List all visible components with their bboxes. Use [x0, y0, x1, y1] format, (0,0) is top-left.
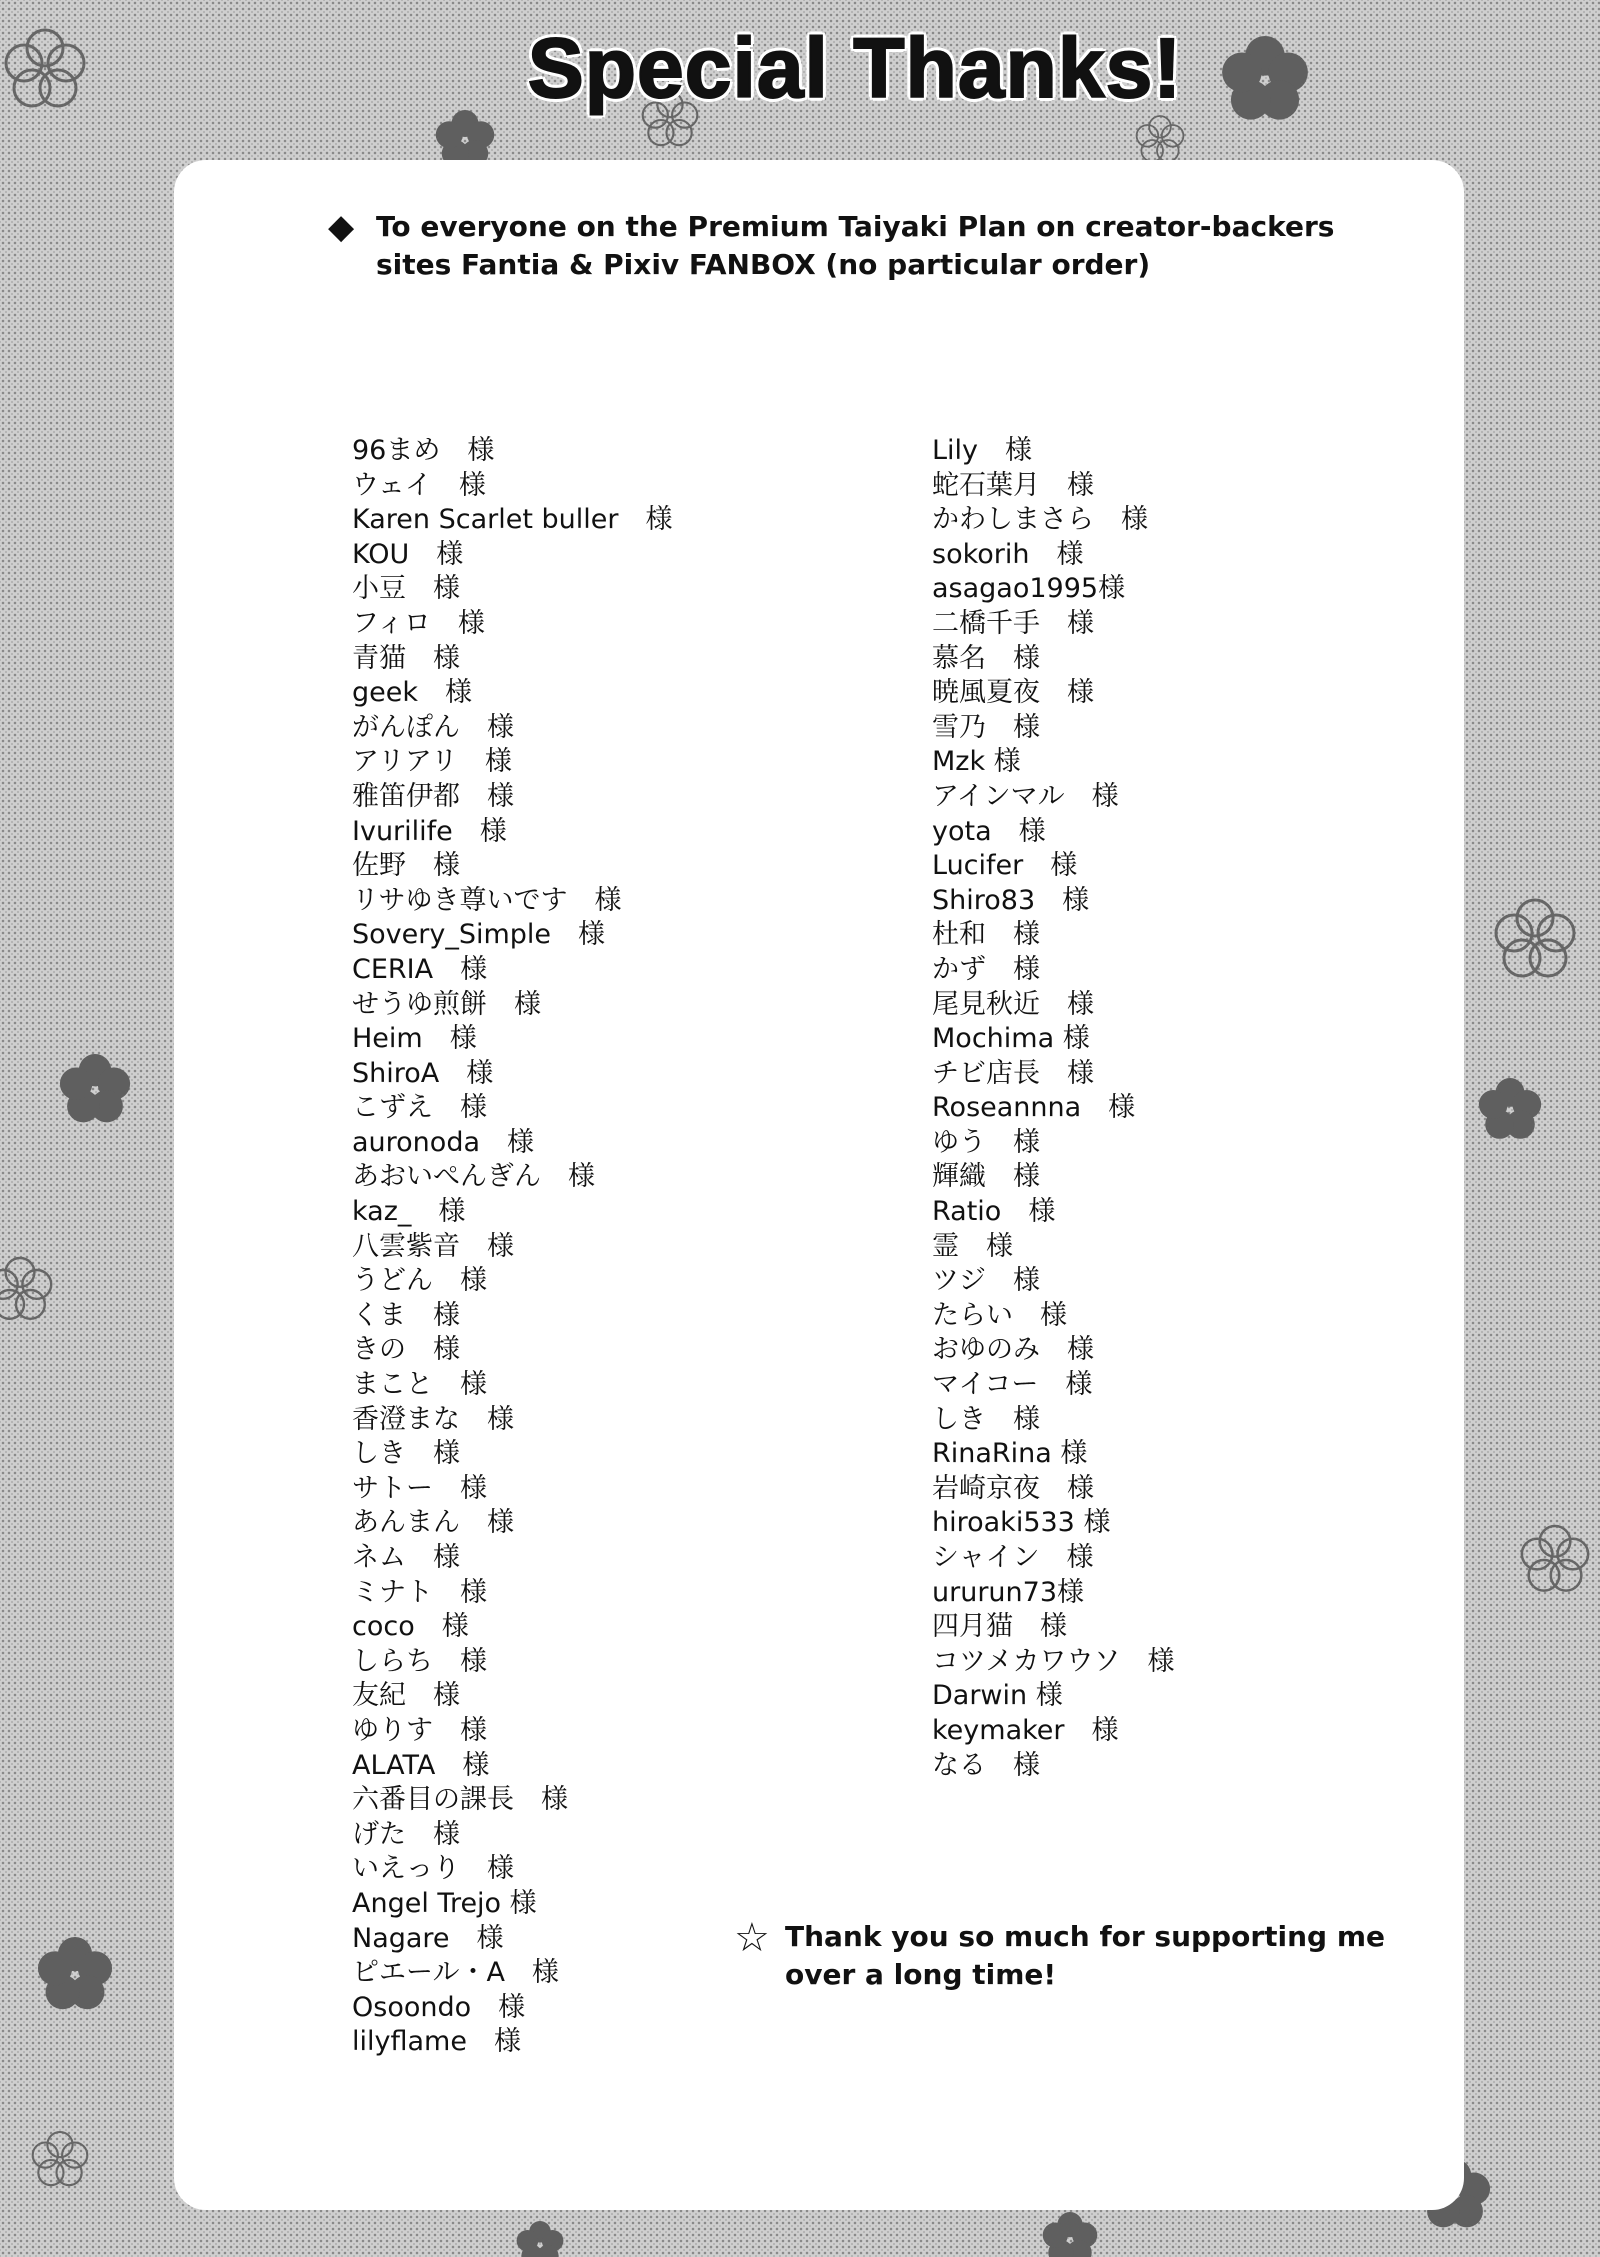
supporter-name: アインマル 様: [932, 780, 1119, 812]
supporter-name: シャイン 様: [932, 1542, 1094, 1573]
supporter-name: 蛇石葉月 様: [932, 469, 1094, 501]
supporter-name: しき 様: [932, 1403, 1040, 1435]
supporter-name: keymaker 様: [932, 1714, 1119, 1746]
supporter-name: げた 様: [352, 1818, 460, 1850]
supporter-name: ゆう 様: [932, 1126, 1040, 1158]
supporter-name: coco 様: [352, 1611, 469, 1643]
supporter-name: Sovery_Simple 様: [352, 919, 606, 951]
supporter-name: Darwin 様: [932, 1680, 1063, 1712]
supporter-name: 杜和 様: [932, 919, 1040, 951]
supporter-name: しき 様: [352, 1438, 460, 1470]
supporter-name: ウェイ 様: [352, 469, 486, 501]
supporter-name: なる 様: [932, 1749, 1040, 1781]
supporter-name: うどん 様: [352, 1265, 487, 1297]
supporter-name: ツジ 様: [932, 1265, 1040, 1297]
supporter-name: 八雲紫音 様: [352, 1230, 514, 1262]
supporter-name: geek 様: [352, 677, 472, 709]
supporter-name: hiroaki533 様: [932, 1507, 1111, 1539]
supporter-name: こずえ 様: [352, 1092, 487, 1124]
star-outline-icon: ☆: [734, 1915, 770, 1961]
page-title: Special Thanks!: [527, 21, 1183, 115]
supporter-name: Mochima 様: [932, 1023, 1090, 1055]
supporter-name: 二橋千手 様: [932, 607, 1094, 639]
supporter-name: 輝織 様: [932, 1161, 1040, 1193]
supporter-name: かず 様: [932, 953, 1040, 985]
supporter-name: いえっり 様: [352, 1853, 514, 1885]
supporter-name: ALATA 様: [352, 1749, 490, 1781]
closing-message: Thank you so much for supporting me over a long time!: [785, 1920, 1386, 1991]
supporter-name: kaz_ 様: [352, 1196, 466, 1228]
supporter-name: ShiroA 様: [352, 1057, 494, 1089]
supporter-name: 雪乃 様: [932, 711, 1040, 743]
supporter-name: Heim 様: [352, 1023, 477, 1055]
supporter-name: Roseannna 様: [932, 1092, 1136, 1124]
supporters-list-left: [352, 434, 672, 2060]
supporter-name: 96まめ 様: [352, 435, 495, 466]
supporter-name: 霊 様: [932, 1230, 1013, 1262]
supporter-name: 六番目の課長 様: [352, 1784, 568, 1816]
supporter-name: かわしまさら 様: [932, 504, 1148, 536]
supporters-list-right: [932, 434, 1174, 1783]
supporter-name: ゆりす 様: [352, 1714, 487, 1746]
supporter-name: auronoda 様: [352, 1126, 534, 1158]
supporter-name: ururun73様: [932, 1576, 1085, 1608]
supporter-name: Ivurilife 様: [352, 815, 507, 847]
supporter-name: フィロ 様: [352, 607, 485, 639]
supporter-name: がんぽん 様: [352, 711, 514, 743]
supporter-name: Lily 様: [932, 435, 1033, 466]
supporter-name: 慕名 様: [932, 642, 1040, 674]
supporter-name: たらい 様: [932, 1299, 1067, 1331]
supporter-name: 四月猫 様: [932, 1611, 1067, 1643]
supporter-name: Karen Scarlet buller 様: [352, 504, 673, 536]
supporter-name: Lucifer 様: [932, 850, 1078, 882]
supporter-name: リサゆき尊いです 様: [352, 884, 622, 916]
supporter-name: CERIA 様: [352, 953, 488, 985]
supporter-name: あんまん 様: [352, 1507, 514, 1539]
supporter-name: アリアリ 様: [352, 746, 512, 778]
supporter-name: 友紀 様: [352, 1680, 460, 1712]
supporter-name: 暁風夏夜 様: [932, 677, 1094, 709]
supporter-name: asagao1995様: [932, 573, 1126, 605]
diamond-icon: ◆: [328, 207, 355, 247]
supporter-name: くま 様: [352, 1299, 460, 1331]
supporter-name: あおいぺんぎん 様: [352, 1161, 595, 1193]
supporter-name: 岩崎京夜 様: [932, 1472, 1094, 1504]
supporter-name: マイコー 様: [932, 1369, 1093, 1401]
supporter-name: まこと 様: [352, 1369, 487, 1401]
supporter-name: Shiro83 様: [932, 884, 1090, 916]
supporter-name: チビ店長 様: [932, 1057, 1094, 1089]
supporter-name: 青猫 様: [352, 642, 460, 674]
supporter-name: Mzk 様: [932, 746, 1021, 778]
supporter-name: ミナト 様: [352, 1576, 487, 1608]
supporter-name: sokorih 様: [932, 538, 1084, 570]
supporter-name: 小豆 様: [352, 573, 460, 605]
supporter-name: 尾見秋近 様: [932, 988, 1094, 1020]
supporter-name: lilyflame 様: [352, 2026, 521, 2058]
supporter-name: おゆのみ 様: [932, 1334, 1094, 1366]
supporter-name: ピエール・A 様: [352, 1957, 559, 1989]
supporter-name: コツメカワウソ 様: [932, 1645, 1175, 1677]
supporter-name: KOU 様: [352, 538, 464, 570]
supporter-name: せうゆ煎餅 様: [352, 988, 541, 1020]
supporter-name: Nagare 様: [352, 1922, 504, 1954]
supporter-name: ネム 様: [352, 1542, 460, 1573]
supporter-name: 雅笛伊都 様: [352, 780, 514, 812]
supporter-name: Osoondo 様: [352, 1991, 526, 2023]
supporter-name: きの 様: [352, 1334, 460, 1366]
supporter-name: しらち 様: [352, 1645, 487, 1677]
supporter-name: RinaRina 様: [932, 1438, 1088, 1470]
supporter-name: 香澄まな 様: [352, 1403, 514, 1435]
section-heading: To everyone on the Premium Taiyaki Plan on creator-backers sites Fantia & Pixiv FANBOX (no particular order): [376, 210, 1335, 281]
supporter-name: Ratio 様: [932, 1196, 1056, 1228]
supporter-name: Angel Trejo 様: [352, 1887, 537, 1919]
supporter-name: サトー 様: [352, 1472, 487, 1504]
supporter-name: yota 様: [932, 815, 1046, 847]
supporter-name: 佐野 様: [352, 850, 460, 882]
